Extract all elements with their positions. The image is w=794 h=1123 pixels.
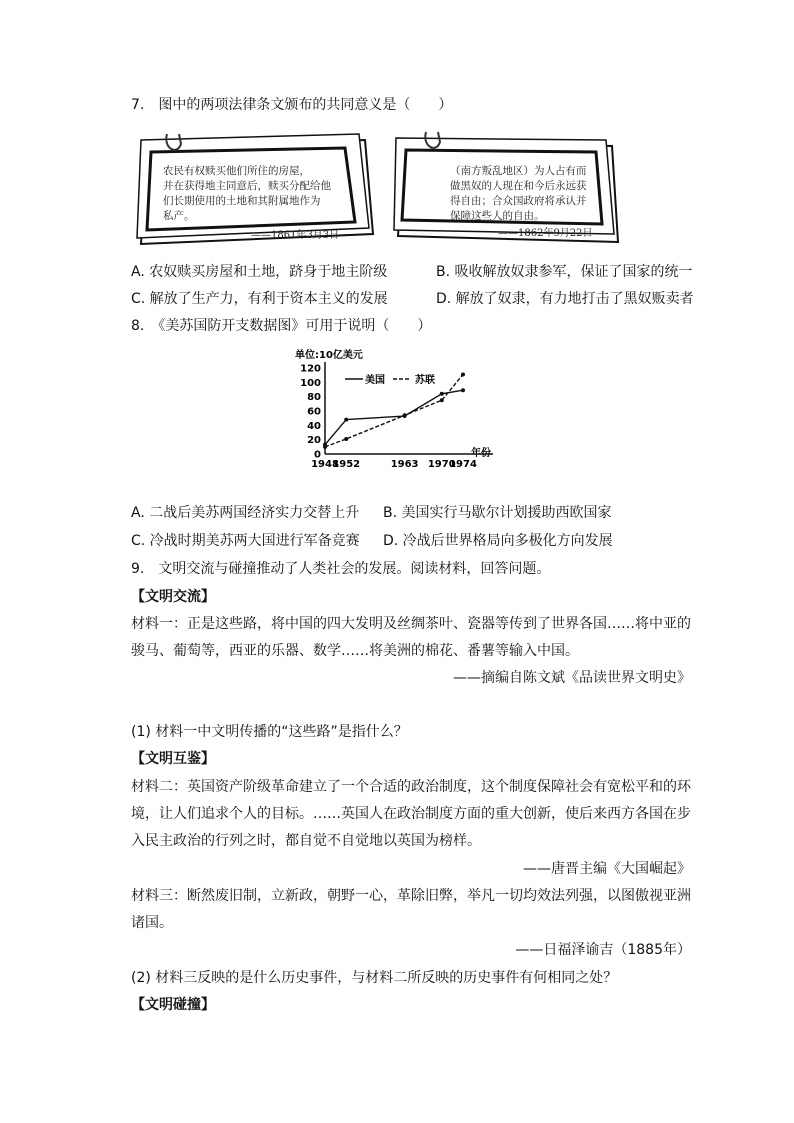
- card-left-line-3: 们长期使用的土地和其附属地作为: [163, 195, 321, 207]
- material-2-line-3: 入民主政治的行列之时，都自觉不自觉地以英国为榜样。: [131, 833, 481, 849]
- q8-option-d: D. 冷战后世界格局向多极化方向发展: [383, 533, 613, 549]
- section-heading-mutual-learning: 【文明互鉴】: [131, 751, 215, 767]
- q8-stem: 8. 《美苏国防开支数据图》可用于说明（ ）: [131, 318, 432, 334]
- chart-data-point: [344, 437, 348, 441]
- card-left-line-2: 并在获得地主同意后，赎买分配给他: [163, 180, 331, 192]
- q8-option-b: B. 美国实行马歇尔计划援助西欧国家: [383, 505, 612, 521]
- material-2-line-1: 材料二：英国资产阶级革命建立了一个合适的政治制度，这个制度保障社会有宽松平和的环: [131, 779, 691, 795]
- q8-option-c: C. 冷战时期美苏两大国进行军备竞赛: [131, 533, 360, 549]
- material-1-line-1: 材料一：正是这些路，将中国的四大发明及丝绸茶叶、瓷器等传到了世界各国……将中亚的: [131, 616, 691, 632]
- section-heading-collision: 【文明碰撞】: [131, 997, 215, 1013]
- chart-data-point: [440, 398, 444, 402]
- q7-option-a: A. 农奴赎买房屋和土地，跻身于地主阶级: [131, 264, 388, 280]
- q9-stem: 9. 文明交流与碰撞推动了人类社会的发展。阅读材料，回答问题。: [131, 561, 551, 577]
- material-1-line-2: 骏马、葡萄等，西亚的乐器、数学……将美洲的棉花、番薯等输入中国。: [131, 643, 579, 659]
- chart-x-tick-label: 1952: [332, 459, 361, 470]
- sub-question-2: (2) 材料三反映的是什么历史事件，与材料二所反映的历史事件有何相同之处？: [131, 970, 618, 986]
- card-right-date: ——1862年9月22日: [498, 228, 593, 239]
- card-right-line-2: 做黑奴的人现在和今后永远获: [450, 180, 587, 192]
- material-3-line-1: 材料三：断然废旧制，立新政，朝野一心，革除旧弊，举凡一切均效法列强，以图傲视亚洲: [131, 888, 691, 904]
- chart-series-line-ussr: [325, 374, 463, 446]
- q7-option-b: B. 吸收解放奴隶参军，保证了国家的统一: [436, 264, 693, 280]
- chart-x-tick-label: 1970: [427, 459, 456, 470]
- chart-y-tick-label: 120: [300, 363, 321, 375]
- section-heading-exchange: 【文明交流】: [131, 589, 215, 605]
- q8-option-a: A. 二战后美苏两国经济实力交替上升: [131, 505, 360, 521]
- card-left-date: ——1861年3月3日: [251, 230, 340, 241]
- chart-y-tick-label: 100: [300, 377, 321, 389]
- card-left-line-4: 私产。: [163, 210, 195, 222]
- chart-data-point: [323, 445, 327, 449]
- card-right-line-3: 得自由；合众国政府将承认并: [450, 195, 587, 207]
- chart-y-tick-label: 60: [307, 406, 321, 418]
- chart-data-point: [440, 392, 444, 396]
- legend-label-ussr: 苏联: [415, 375, 435, 386]
- chart-x-tick-label: 1974: [449, 459, 477, 470]
- chart-y-tick-label: 80: [307, 392, 321, 404]
- card-left-line-1: 农民有权赎买他们所住的房屋，: [163, 165, 310, 177]
- card-right-line-4: 保障这些人的自由。: [450, 210, 545, 222]
- law-card-left: [133, 130, 378, 252]
- chart-x-axis-title: 年份: [471, 448, 491, 459]
- law-card-right: [390, 128, 625, 252]
- q7-option-d: D. 解放了奴隶，有力地打击了黑奴贩卖者: [436, 291, 694, 307]
- chart-y-tick-label: 40: [307, 420, 321, 432]
- chart-y-tick-label: 0: [314, 449, 321, 461]
- material-2-source: ——唐晋主编《大国崛起》: [523, 861, 691, 877]
- chart-x-tick-label: 1963: [390, 459, 419, 470]
- q7-option-c: C. 解放了生产力，有利于资本主义的发展: [131, 291, 388, 307]
- material-3-line-2: 诸国。: [131, 915, 173, 931]
- material-1-source: ——摘编自陈文斌《品读世界文明史》: [453, 670, 691, 686]
- material-3-source: ——日福泽谕吉（1885年）: [515, 942, 691, 958]
- defense-spending-chart: [293, 346, 508, 476]
- chart-data-point: [461, 372, 465, 376]
- chart-data-point: [461, 388, 465, 392]
- chart-data-point: [403, 413, 407, 417]
- chart-x-tick-label: 1948: [311, 459, 339, 470]
- chart-unit-label: 单位:10亿美元: [295, 350, 363, 361]
- q7-stem: 7. 图中的两项法律条文颁布的共同意义是（ ）: [131, 97, 453, 113]
- chart-data-point: [344, 418, 348, 422]
- chart-y-tick-label: 20: [307, 435, 321, 447]
- sub-question-1: (1) 材料一中文明传播的“这些路”是指什么？: [131, 724, 408, 740]
- material-2-line-2: 境，让人们追求个人的目标。……英国人在政治制度方面的重大创新，使后来西方各国在步: [131, 806, 691, 822]
- card-right-line-1: （南方叛乱地区）为人占有而: [450, 165, 587, 177]
- legend-label-usa: 美国: [365, 375, 385, 386]
